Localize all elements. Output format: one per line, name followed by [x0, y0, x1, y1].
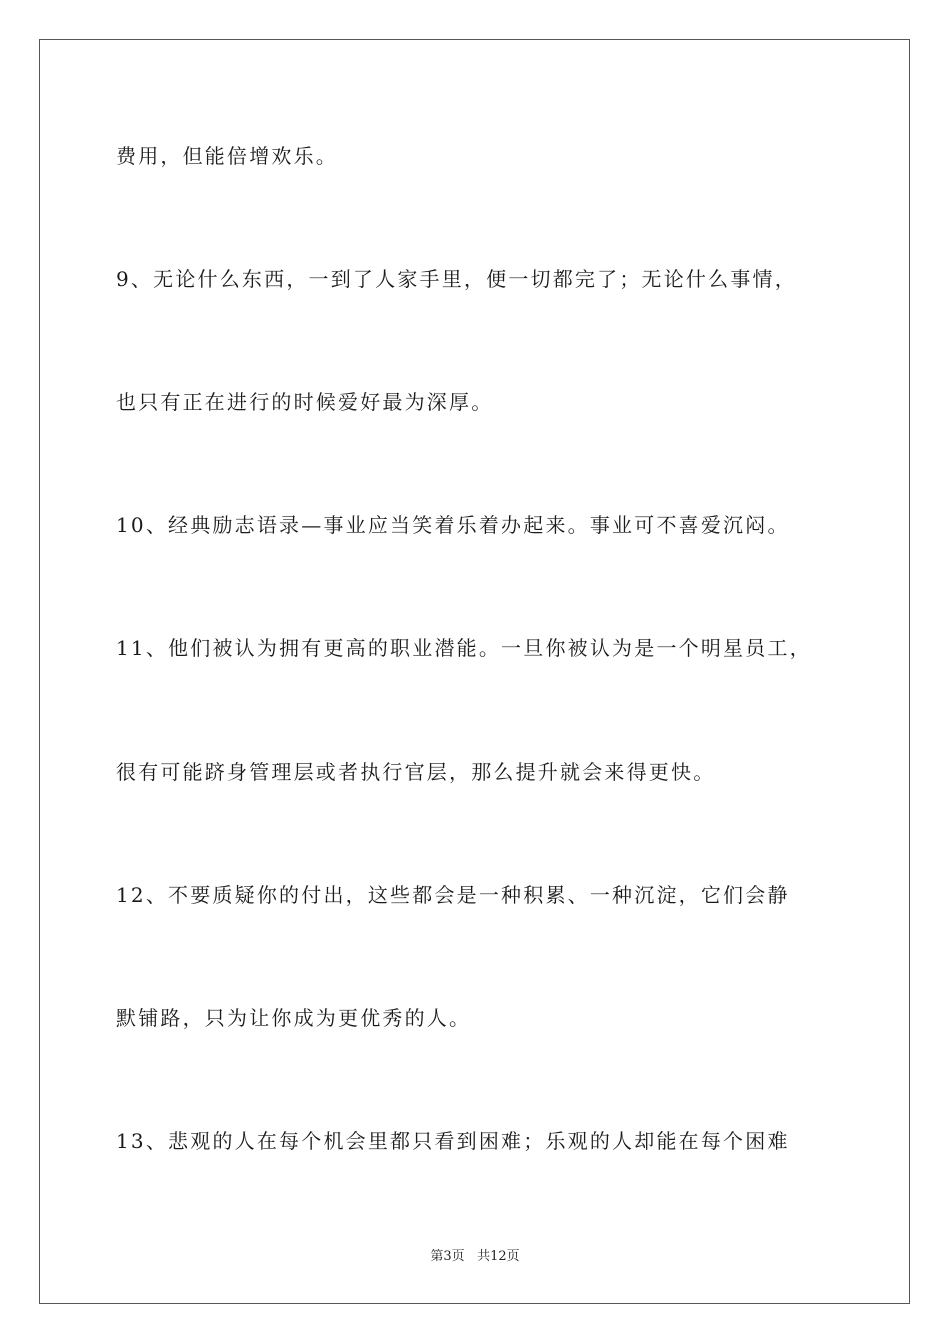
text-line-6: 很有可能跻身管理层或者执行官层，那么提升就会来得更快。 [116, 760, 716, 784]
text-line-9: 13、悲观的人在每个机会里都只看到困难；乐观的人却能在每个困难 [116, 1129, 790, 1153]
text-line-2: 9、无论什么东西，一到了人家手里，便一切都完了；无论什么事情， [116, 267, 797, 291]
page-total: 共12页 [477, 1249, 520, 1264]
page-number: 第3页 [430, 1249, 465, 1264]
text-line-8: 默铺路，只为让你成为更优秀的人。 [116, 1006, 472, 1030]
page-footer [0, 1248, 950, 1266]
text-line-3: 也只有正在进行的时候爱好最为深厚。 [116, 390, 494, 414]
text-line-7: 12、不要质疑你的付出，这些都会是一种积累、一种沉淀，它们会静 [116, 883, 790, 907]
page-border [39, 39, 910, 1304]
text-line-4: 10、经典励志语录—事业应当笑着乐着办起来。事业可不喜爱沉闷。 [116, 513, 790, 537]
text-line-5: 11、他们被认为拥有更高的职业潜能。一旦你被认为是一个明星员工， [116, 636, 812, 660]
text-line-1: 费用，但能倍增欢乐。 [116, 144, 338, 168]
